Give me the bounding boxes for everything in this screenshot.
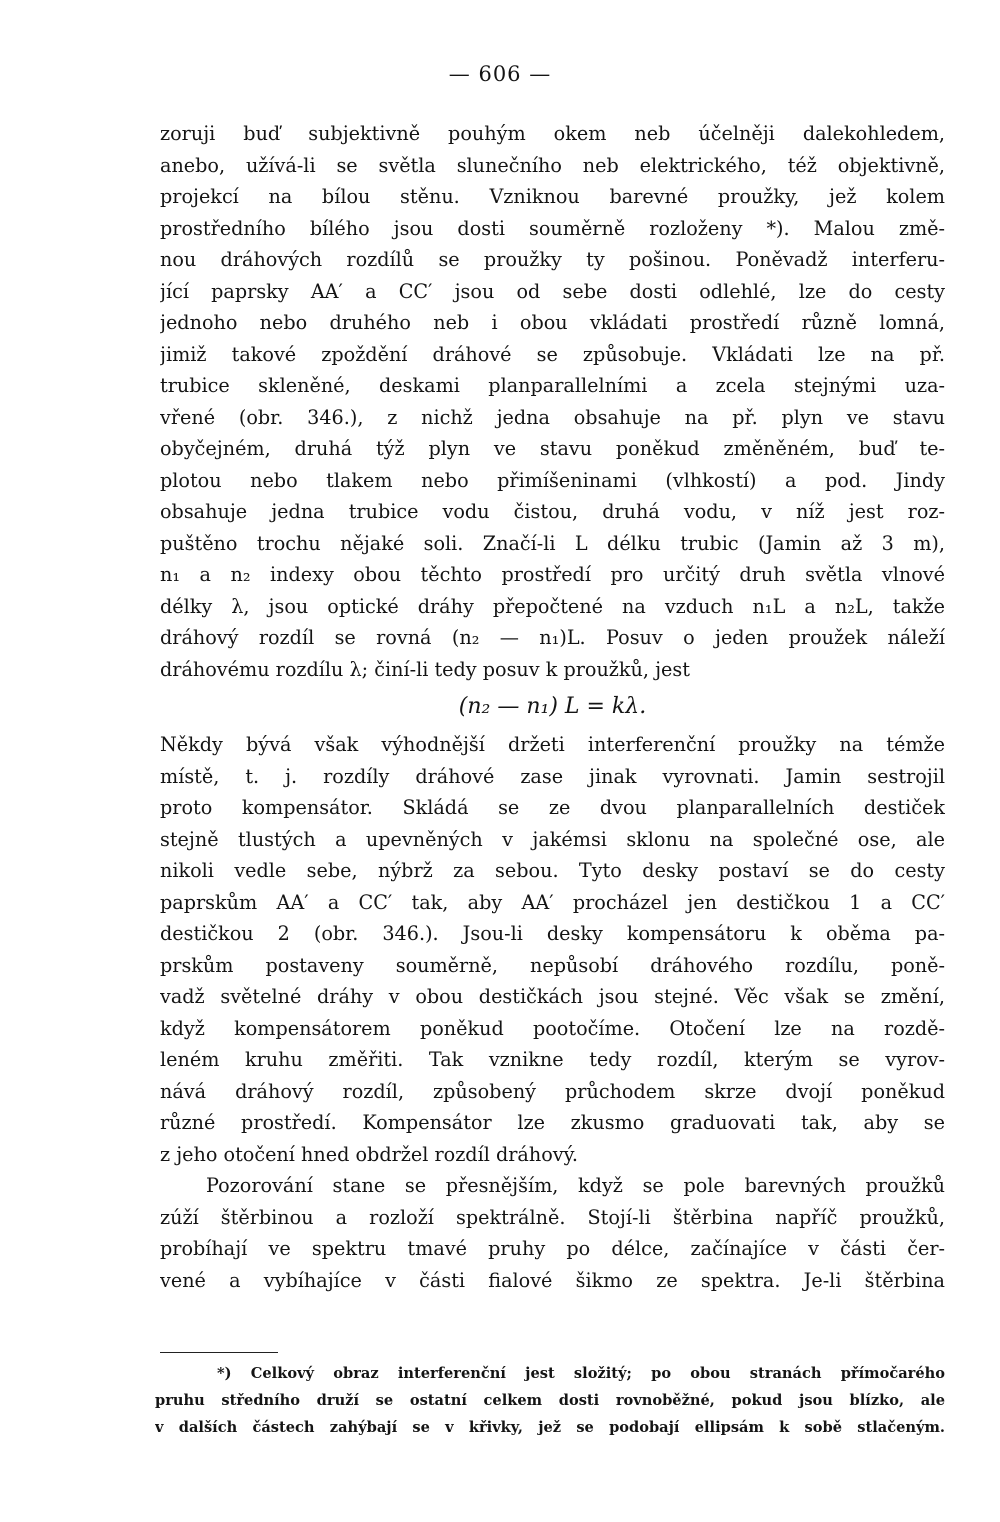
text-line: proto kompensátor. Skládá se ze dvou planparallelních destiček	[160, 796, 945, 819]
text-line: jednoho nebo druhého neb i obou vkládati prostředí různě lomná,	[160, 311, 945, 334]
text-line: nává dráhový rozdíl, způsobený průchodem skrze dvojí poněkud	[160, 1079, 945, 1103]
text-line: z jeho otočení hned obdržel rozdíl dráhový.	[160, 1142, 578, 1166]
text-line: projekcí na bílou stěnu. Vzniknou barevné proužky, jež kolem	[160, 185, 945, 208]
text-line: vadž světelné dráhy v obou destičkách jsou stejné. Věc však se změní,	[160, 985, 945, 1008]
text-line: nikoli vedle sebe, nýbrž za sebou. Tyto desky postaví se do cesty	[160, 859, 945, 882]
page-number: — 606 —	[448, 62, 552, 86]
text-line: probíhají ve spektru tmavé pruhy po délce, začínajíce v části čer-	[160, 1237, 945, 1260]
footnote-line: *) Celkový obraz interferenční jest složitý; po obou stranách přímočarého	[217, 1365, 945, 1382]
text-line: obsahuje jedna trubice vodu čistou, druhá vodu, v níž jest roz-	[160, 500, 945, 523]
text-line: leném kruhu změřiti. Tak vznikne tedy rozdíl, kterým se vyrov-	[160, 1048, 945, 1071]
text-line: místě, t. j. rozdíly dráhové zase jinak vyrovnati. Jamin sestrojil	[160, 764, 945, 788]
text-line: trubice skleněné, deskami planparallelními a zcela stejnými uza-	[160, 374, 945, 397]
text-line: když kompensátorem poněkud pootočíme. Otočení lze na rozdě-	[160, 1016, 945, 1040]
text-line: plotou nebo tlakem nebo přimíšeninami (vlhkostí) a pod. Jindy	[160, 468, 945, 492]
body-text	[160, 118, 945, 1296]
text-line: Někdy bývá však výhodnější držeti interferenční proužky na témže	[160, 733, 945, 756]
text-line: jící paprsky AA′ a CC′ jsou od sebe dosti odlehlé, lze do cesty	[160, 279, 945, 303]
text-line: paprskům AA′ a CC′ tak, aby AA′ procházel jen destičkou 1 a CC′	[160, 890, 945, 914]
text-line: dráhový rozdíl se rovná (n₂ — n₁)L. Posuv o jeden proužek náleží	[160, 626, 945, 649]
footnote	[155, 1360, 945, 1441]
footnote-line: v dalších částech zahýbají se v křivky, jež se podobají ellipsám k sobě stlačeným.	[155, 1419, 945, 1436]
text-line: destičkou 2 (obr. 346.). Jsou-li desky kompensátoru k oběma pa-	[160, 922, 945, 945]
text-line: vené a vybíhajíce v části fialové šikmo ze spektra. Je-li štěrbina	[160, 1268, 945, 1292]
text-line: obyčejném, druhá týž plyn ve stavu poněkud změněném, buď te-	[160, 437, 945, 460]
text-line: anebo, užívá-li se světla slunečního neb elektrického, též objektivně,	[160, 153, 945, 177]
text-line: prskům postaveny souměrně, nepůsobí dráhového rozdílu, poně-	[160, 953, 945, 977]
text-line: stejně tlustých a upevněných v jakémsi sklonu na společné ose, ale	[160, 827, 945, 851]
equation: (n₂ — n₁) L = kλ.	[458, 694, 647, 719]
text-line: puštěno trochu nějaké soli. Značí-li L délku trubic (Jamin až 3 m),	[160, 531, 945, 555]
text-line: různé prostředí. Kompensátor lze zkusmo graduovati tak, aby se	[160, 1111, 945, 1134]
text-line: Pozorování stane se přesnějším, když se pole barevných proužků	[206, 1174, 945, 1197]
footnote-divider	[160, 1352, 278, 1353]
text-line: délky λ, jsou optické dráhy přepočtené na vzduch n₁L a n₂L, takže	[160, 594, 945, 618]
footnote-line: pruhu středního druží se ostatní celkem dosti rovnoběžné, pokud jsou blízko, ale	[155, 1392, 945, 1409]
text-line: jimiž takové zpoždění dráhové se způsobuje. Vkládati lze na př.	[160, 342, 945, 366]
text-line: prostředního bílého jsou dosti souměrně rozloženy *). Malou změ-	[160, 216, 945, 240]
text-line: dráhovému rozdílu λ; činí-li tedy posuv k proužků, jest	[160, 657, 690, 681]
text-line: n₁ a n₂ indexy obou těchto prostředí pro určitý druh světla vlnové	[160, 563, 945, 586]
text-line: zúží štěrbinou a rozloží spektrálně. Stojí-li štěrbina napříč proužků,	[160, 1205, 945, 1229]
text-line: vřené (obr. 346.), z nichž jedna obsahuje na př. plyn ve stavu	[160, 405, 945, 429]
text-line: nou dráhových rozdílů se proužky ty pošinou. Poněvadž interferu-	[160, 248, 945, 271]
text-line: zoruji buď subjektivně pouhým okem neb účelněji dalekohledem,	[160, 122, 945, 145]
